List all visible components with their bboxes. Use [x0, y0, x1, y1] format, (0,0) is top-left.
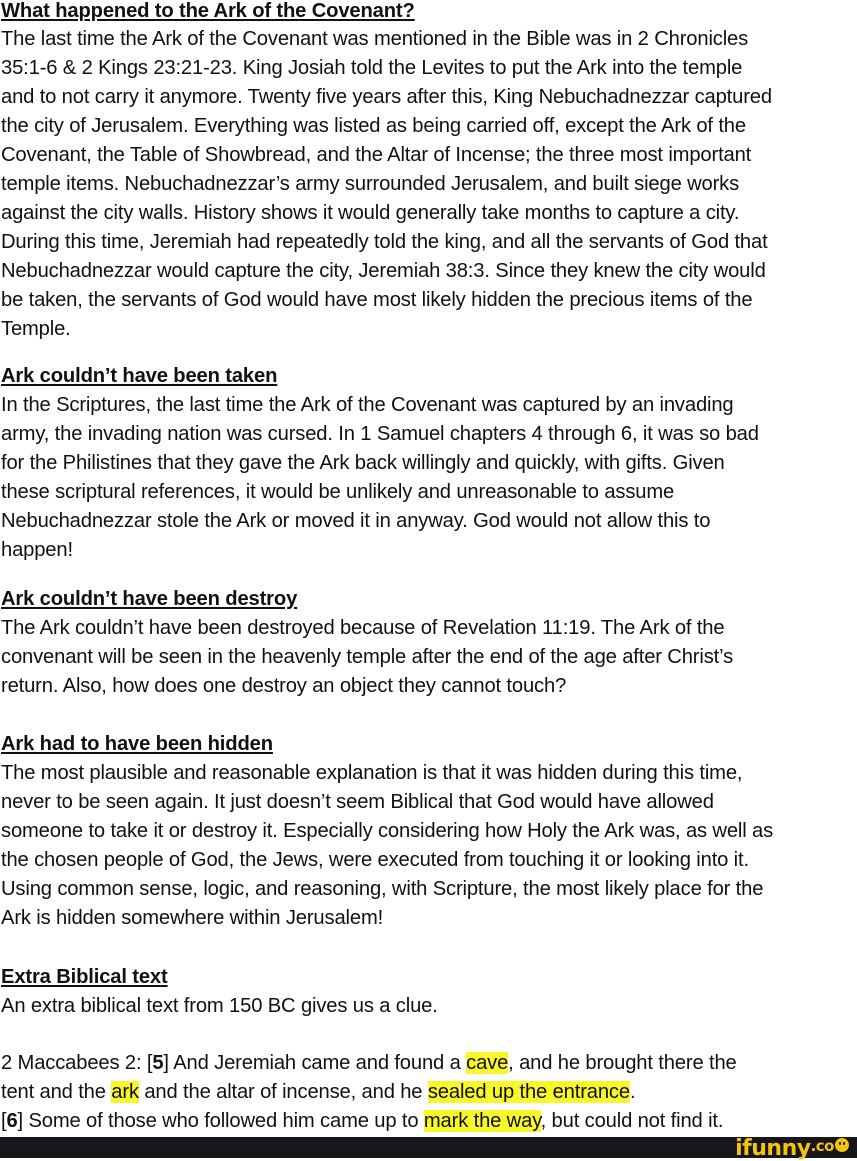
quote-text: , and he brought there the	[508, 1052, 737, 1074]
quote-text: and the altar of incense, and he	[138, 1081, 428, 1103]
section-line: for the Philistines that they gave the Ark back willingly and quickly, with gifts. Given	[1, 452, 725, 474]
intro-line: be taken, the servants of God would have most likely hidden the precious items of the	[1, 289, 753, 311]
intro-line: Covenant, the Table of Showbread, and the Altar of Incense; the three most important	[1, 144, 752, 166]
intro-line: against the city walls. History shows it would generally take months to capture a city.	[1, 202, 740, 224]
quote-line-1	[1, 1049, 737, 1078]
section-line: never to be seen again. It just doesn’t seem Biblical that God would have allowed	[1, 791, 714, 813]
watermark-bar	[0, 1136, 857, 1161]
quote-line-3	[1, 1107, 723, 1136]
quote-text: , but could not find it.	[540, 1110, 724, 1132]
highlighted-text: mark the way	[423, 1110, 541, 1132]
verse-number: 6	[6, 1110, 18, 1132]
quote-line-2	[1, 1078, 635, 1107]
quote-text: 2 Maccabees 2: [	[1, 1052, 153, 1074]
intro-line: and to not carry it anymore. Twenty five years after this, King Nebuchadnezzar captured	[1, 86, 772, 108]
quote-text: [	[1, 1110, 7, 1132]
highlighted-text: ark	[111, 1081, 139, 1103]
section-line: Ark is hidden somewhere within Jerusalem!	[1, 907, 384, 929]
section-heading-destroyed: Ark couldn’t have been destroy	[1, 588, 298, 610]
ifunny-watermark	[735, 1134, 849, 1161]
intro-line: the city of Jerusalem. Everything was listed as being carried off, except the Ark of the	[1, 115, 746, 137]
section-heading-extra-biblical: Extra Biblical text	[1, 966, 168, 988]
section-line: convenant will be seen in the heavenly temple after the end of the age after Christ’s	[1, 646, 734, 668]
intro-line: Temple.	[1, 318, 71, 340]
section-line: someone to take it or destroy it. Especially considering how Holy the Ark was, as well as	[1, 820, 774, 842]
section-line: The Ark couldn’t have been destroyed because of Revelation 11:19. The Ark of the	[1, 617, 725, 639]
quote-text: .	[629, 1081, 636, 1103]
section-line: army, the invading nation was cursed. In 1 Samuel chapters 4 through 6, it was so bad	[1, 423, 759, 445]
section-line: Nebuchadnezzar stole the Ark or moved it in anyway. God would not allow this to	[1, 510, 711, 532]
verse-number: 5	[152, 1052, 164, 1074]
section-heading-taken: Ark couldn’t have been taken	[1, 365, 278, 387]
highlighted-text: sealed up the entrance	[427, 1081, 630, 1103]
section-line: The most plausible and reasonable explanation is that it was hidden during this time,	[1, 762, 743, 784]
intro-line: The last time the Ark of the Covenant was mentioned in the Bible was in 2 Chronicles	[1, 28, 749, 50]
section-line: these scriptural references, it would be unlikely and unreasonable to assume	[1, 481, 675, 503]
quote-text: tent and the	[1, 1081, 112, 1103]
document-title: What happened to the Ark of the Covenant?	[1, 0, 415, 22]
quote-text: ] And Jeremiah came and found a	[163, 1052, 467, 1074]
quote-text: ] Some of those who followed him came up to	[17, 1110, 424, 1132]
section-heading-hidden: Ark had to have been hidden	[1, 733, 273, 755]
watermark-domain: .co	[810, 1137, 834, 1155]
section-line: return. Also, how does one destroy an object they cannot touch?	[1, 675, 567, 697]
smiley-icon	[835, 1138, 849, 1152]
section-line: the chosen people of God, the Jews, were executed from touching it or looking into it.	[1, 849, 749, 871]
section-line: happen!	[1, 539, 73, 561]
watermark-text: ifunny	[735, 1136, 811, 1161]
intro-line: temple items. Nebuchadnezzar’s army surrounded Jerusalem, and built siege works	[1, 173, 740, 195]
intro-line: 35:1-6 & 2 Kings 23:21-23. King Josiah told the Levites to put the Ark into the temple	[1, 57, 743, 79]
highlighted-text: cave	[466, 1052, 509, 1074]
section-line: In the Scriptures, the last time the Ark of the Covenant was captured by an invading	[1, 394, 734, 416]
section-line: An extra biblical text from 150 BC gives us a clue.	[1, 995, 438, 1017]
intro-line: Nebuchadnezzar would capture the city, Jeremiah 38:3. Since they knew the city would	[1, 260, 766, 282]
section-line: Using common sense, logic, and reasoning, with Scripture, the most likely place for the	[1, 878, 764, 900]
intro-line: During this time, Jeremiah had repeatedly told the king, and all the servants of God that	[1, 231, 768, 253]
